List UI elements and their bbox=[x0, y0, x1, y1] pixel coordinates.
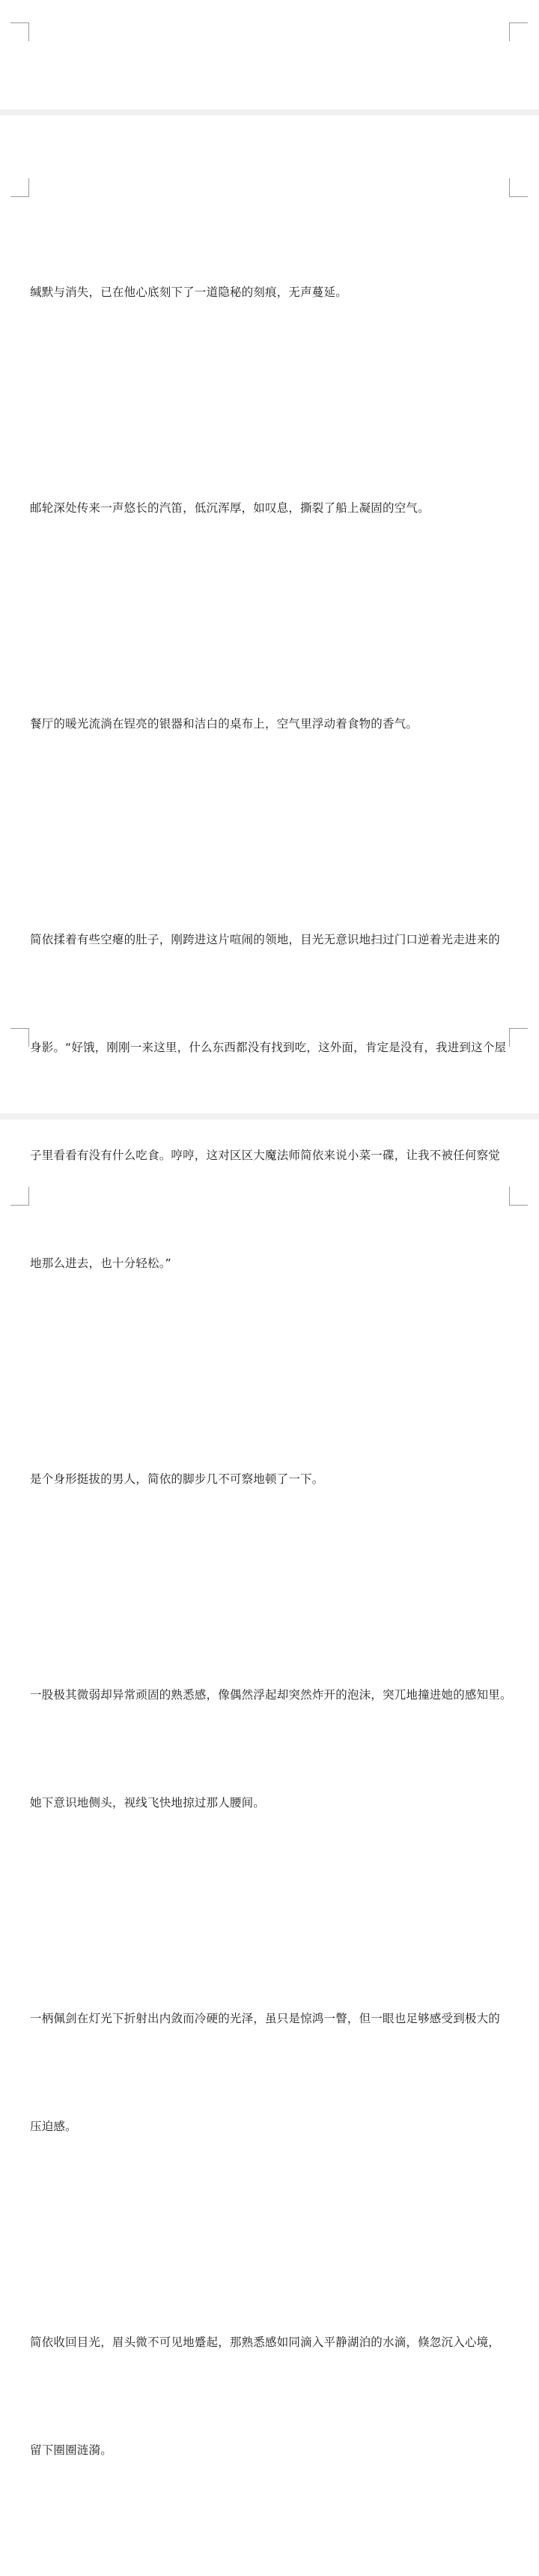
page-corner-mark bbox=[509, 1028, 528, 1047]
paragraph bbox=[30, 1605, 524, 1893]
text-line: 地那么进去，也十分轻松。” bbox=[30, 1257, 171, 1270]
paragraph bbox=[30, 1389, 524, 1569]
page-break bbox=[0, 1113, 539, 1119]
text-line: 留下圈圈涟漪。 bbox=[30, 2443, 112, 2457]
text-line: 一柄佩剑在灯光下折射出内敛而冷硬的光泽，虽只是惊鸿一瞥，但一眼也足够感受到极大的 bbox=[30, 2012, 501, 2025]
paragraph bbox=[30, 202, 524, 382]
page-corner-mark bbox=[10, 22, 29, 41]
text-line: 身影。“好饿，刚刚一来这里，什么东西都没有找到吃，这外面，肯定是没有，我进到这个屋 bbox=[30, 1041, 507, 1054]
text-line: 餐厅的暖光流淌在锃亮的银器和洁白的桌布上，空气里浮动着食物的香气。 bbox=[30, 717, 418, 731]
document-body bbox=[30, 202, 524, 2576]
paragraph bbox=[30, 2252, 524, 2540]
page-corner-mark bbox=[509, 178, 528, 197]
text-line: 缄默与消失，已在他心底刻下了一道隐秘的刻痕，无声蔓延。 bbox=[30, 285, 347, 299]
text-line: 压迫感。 bbox=[30, 2120, 77, 2133]
paragraph bbox=[30, 850, 524, 1353]
text-line: 简依揉着有些空瘪的肚子，刚跨进这片喧闹的领地，目光无意识地扫过门口逆着光走进来的 bbox=[30, 933, 501, 946]
text-line: 邮轮深处传来一声悠长的汽笛，低沉浑厚，如叹息，撕裂了船上凝固的空气。 bbox=[30, 501, 430, 515]
page-corner-mark bbox=[10, 1187, 29, 1206]
text-line: 子里看看有没有什么吃食。哼哼，这对区区大魔法师简依来说小菜一碟，让我不被任何察觉 bbox=[30, 1149, 501, 1162]
paragraph bbox=[30, 634, 524, 814]
text-line: 是个身形挺拔的男人，简依的脚步几不可察地顿了一下。 bbox=[30, 1472, 324, 1486]
page-corner-mark bbox=[10, 178, 29, 197]
page-break bbox=[0, 109, 539, 115]
text-line: 简依收回目光，眉头微不可见地蹙起，那熟悉感如同滴入平静湖泊的水滴，倏忽沉入心境， bbox=[30, 2335, 501, 2349]
text-line: 她下意识地侧头，视线飞快地掠过那人腰间。 bbox=[30, 1796, 266, 1809]
page-corner-mark bbox=[509, 1187, 528, 1206]
paragraph bbox=[30, 418, 524, 598]
page-corner-mark bbox=[10, 1028, 29, 1047]
paragraph bbox=[30, 1929, 524, 2216]
page-corner-mark bbox=[509, 22, 528, 41]
text-line: 一股极其微弱却异常顽固的熟悉感，像偶然浮起却突然炸开的泡沫，突兀地撞进她的感知里。 bbox=[30, 1688, 512, 1702]
